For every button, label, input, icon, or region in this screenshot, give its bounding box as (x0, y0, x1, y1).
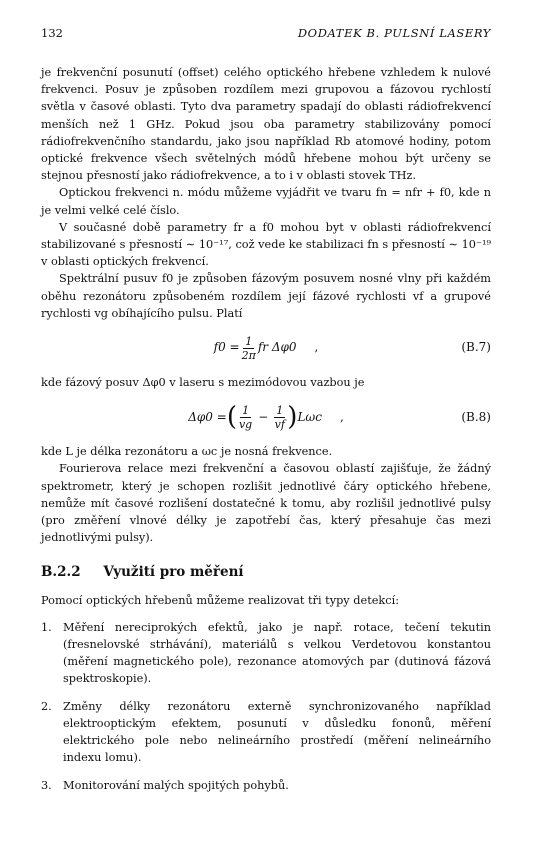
eq-fraction: $\frac{1}{vf}$ (274, 403, 285, 431)
paragraph: je frekvenční posunutí (offset) celého optického hřebene vzhledem k nulové frekvenci. Posuv je způsoben rozdílem mezi grupovou a fázovou rychlostí světla v časové oblasti. Tyto dva parametry spadají do oblasti rádiofrekvencí menších než 1 GHz. Pokud jsou oba parametry stabilizovány pomocí rádiofrekvenčního standardu, jako jsou například Rb atomové hodiny, potom optické frekvence všech světelných módů hřebene mohou být určeny se stejnou přesností jako rádiofrekvence, a to i v oblasti stovek THz. (41, 66, 491, 183)
eq-tail: , (314, 340, 319, 355)
eq-fraction: $\frac{1}{2\pi}$ (241, 334, 256, 362)
list-item: 2. Změny délky rezonátoru externě synchronizovaného například elektrooptickým efektem, posunutí v důsledku fononů, měření elektrického pole nebo nelineárního prostředí (měření nelineárního indexu lomu). (41, 699, 491, 765)
eq-lhs: Δφ0 = (188, 409, 227, 424)
document-page (41, 0, 491, 865)
eq-fraction: $\frac{1}{vg}$ (238, 403, 253, 431)
paragraph: V současné době parametry fr a f0 mohou byt v oblasti rádiofrekvencí stabilizované s přesností ∼ 10⁻¹⁷, což vede ke stabilizaci fn s přesností ∼ 10⁻¹⁹ v oblasti optických frekvencí. (41, 220, 491, 269)
page-number: 132 (41, 26, 63, 40)
eq-lhs: f0 = (213, 340, 240, 355)
equation-label: (B.7) (461, 340, 491, 355)
paragraph: Pomocí optických hřebenů můžeme realizovat tři typy detekcí: (41, 593, 400, 607)
section-title: Využití pro měření (103, 564, 244, 581)
list-item: 3. Monitorování malých spojitých pohybů. (41, 778, 289, 792)
eq-tail: , (339, 409, 344, 424)
page-body (41, 64, 491, 804)
eq-rhs: fr Δφ0 (257, 340, 297, 355)
list-item: 1. Měření nereciprokých efektů, jako je např. rotace, tečení tekutin (fresnelovské strhávání), materiálů s velkou Verdetovou konstantou (měření magnetického pole), rezonance atomových par (dutinová fázová spektroskopie). (41, 620, 491, 686)
running-title: DODATEK B. PULSNÍ LASERY (297, 26, 491, 40)
equation-b7 (41, 326, 491, 370)
eq-rhs: Lωc (297, 409, 322, 424)
section-heading (41, 564, 491, 581)
numbered-list (41, 619, 491, 794)
paragraph: Spektrální pusuv f0 je způsoben fázovým posuvem nosné vlny při každém oběhu rezonátoru způsobeném rozdílem její fázové rychlosti vf a grupové rychlosti vg obíhajícího pulsu. Platí (41, 272, 491, 320)
paragraph: kde L je délka rezonátoru a ωc je nosná frekvence. (41, 445, 333, 459)
section-number: B.2.2 (41, 564, 81, 581)
equation-label: (B.8) (461, 409, 491, 424)
paragraph: Fourierova relace mezi frekvenční a časovou oblastí zajišťuje, že žádný spektrometr, který je schopen rozlišit jednotlivé čáry optického hřebene, nemůže mít časové rozlišení dostatečné k tomu, aby rozlišil jednotlivé pulsy (pro změření vlnové délky je zapotřebí čas, který přesahuje čas mezi jednotlivými pulsy). (41, 462, 491, 545)
equation-b8: Δφ0 = ( $\frac{1}{vg}$ − $\frac{1}{vf}$ ) Lωc , (B.8) (188, 402, 491, 433)
paragraph: Optickou frekvenci n. módu můžeme vyjádřit ve tvaru fn = nfr + f0, kde n je velmi velké celé číslo. (41, 186, 491, 217)
paragraph: kde fázový posuv Δφ0 v laseru s mezimódovou vazbou je (41, 376, 365, 390)
